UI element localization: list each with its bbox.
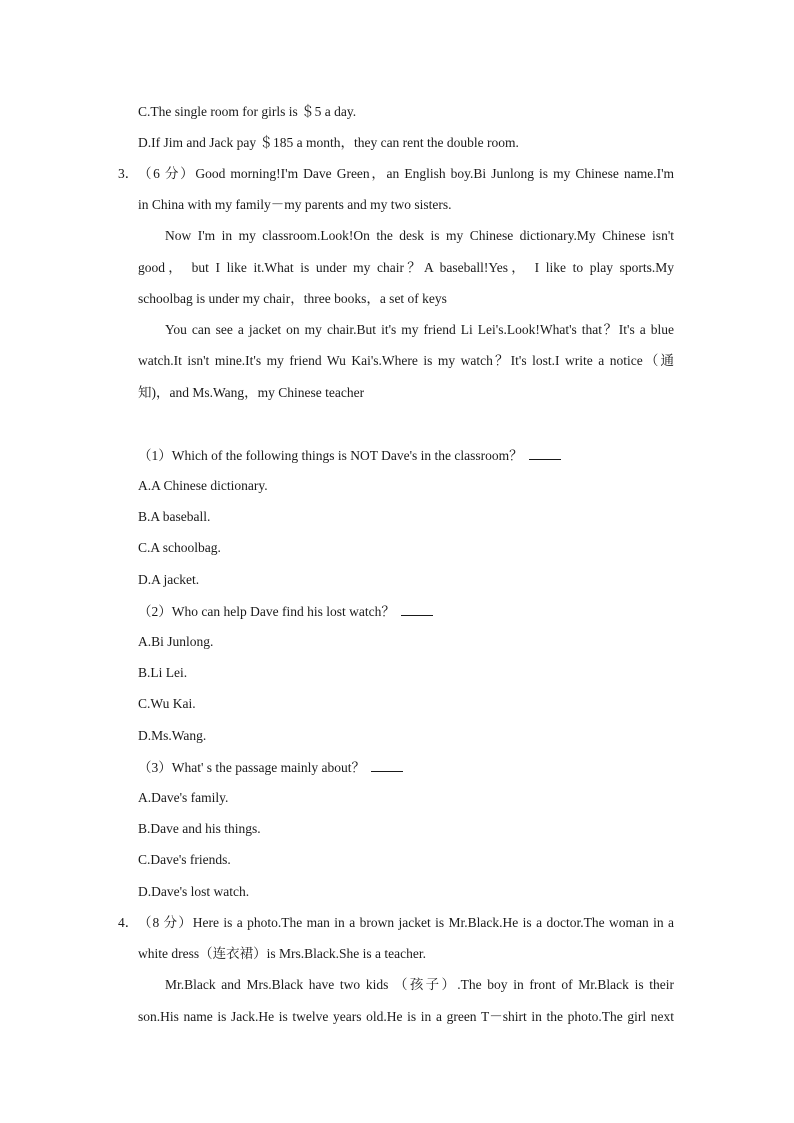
answer-blank[interactable]: [529, 447, 561, 460]
q3-passage-line-7: watch.It isn't mine.It's my friend Wu Kai's.Where is my watch？It's lost.I write a notice（通: [138, 353, 674, 368]
q4-passage-line-3: Mr.Black and Mrs.Black have two kids （孩子）.The boy in front of Mr.Black is their: [165, 977, 674, 992]
q4-number: 4．: [118, 915, 139, 930]
q4-passage-line-2: white dress（连衣裙）is Mrs.Black.She is a teacher.: [138, 946, 426, 961]
q3-sub3-option-c: C.Dave's friends.: [138, 852, 231, 867]
q3-sub3-option-a: A.Dave's family.: [138, 790, 229, 805]
q3-sub1-option-d: D.A jacket.: [138, 572, 200, 587]
q3-sub2-stem: [138, 603, 674, 620]
q3-passage-line-3: Now I'm in my classroom.Look!On the desk is my Chinese dictionary.My Chinese isn't: [165, 228, 674, 243]
q3-sub3-stem-text: （3）What' s the passage mainly about？: [138, 760, 366, 775]
q2-option-c: C.The single room for girls is ＄5 a day.: [138, 104, 357, 119]
q3-sub1-option-b: B.A baseball.: [138, 509, 211, 524]
q3-sub1-stem: [138, 447, 674, 464]
q2-option-d: D.If Jim and Jack pay ＄185 a month，they can rent the double room.: [138, 135, 519, 150]
q3-sub3-option-b: B.Dave and his things.: [138, 821, 261, 836]
q3-passage-line-4: good， but I like it.What is under my chair？A baseball!Yes， I like to play sports.My: [138, 260, 674, 275]
q3-sub2-stem-text: （2）Who can help Dave find his lost watch？: [138, 604, 395, 619]
q3-sub2-option-c: C.Wu Kai.: [138, 696, 196, 711]
q3-passage-line-6: You can see a jacket on my chair.But it's my friend Li Lei's.Look!What's that？It's a blue: [165, 322, 674, 337]
q3-sub3-stem: [138, 759, 674, 776]
q3-sub1-option-a: A.A Chinese dictionary.: [138, 478, 268, 493]
q4-passage-line-1: （8 分）Here is a photo.The man in a brown jacket is Mr.Black.He is a doctor.The woman in a: [138, 915, 674, 930]
q3-passage-line-1: （6 分）Good morning!I'm Dave Green，an English boy.Bi Junlong is my Chinese name.I'm: [138, 166, 674, 181]
q3-sub2-option-a: A.Bi Junlong.: [138, 634, 214, 649]
q3-sub2-option-b: B.Li Lei.: [138, 665, 188, 680]
q3-number: 3．: [118, 166, 139, 181]
q3-passage-line-2: in China with my family－my parents and my two sisters.: [138, 197, 452, 212]
q3-sub3-option-d: D.Dave's lost watch.: [138, 884, 250, 899]
answer-blank[interactable]: [401, 603, 433, 616]
q3-passage-line-8: 知)，and Ms.Wang，my Chinese teacher: [138, 385, 365, 400]
q3-sub1-option-c: C.A schoolbag.: [138, 540, 221, 555]
q3-sub2-option-d: D.Ms.Wang.: [138, 728, 207, 743]
q3-sub1-stem-text: （1）Which of the following things is NOT Dave's in the classroom？: [138, 448, 523, 463]
answer-blank[interactable]: [371, 759, 403, 772]
q3-passage-line-5: schoolbag is under my chair，three books，a set of keys: [138, 291, 447, 306]
q4-passage-line-4: son.His name is Jack.He is twelve years old.He is in a green T－shirt in the photo.The girl next: [138, 1009, 674, 1024]
